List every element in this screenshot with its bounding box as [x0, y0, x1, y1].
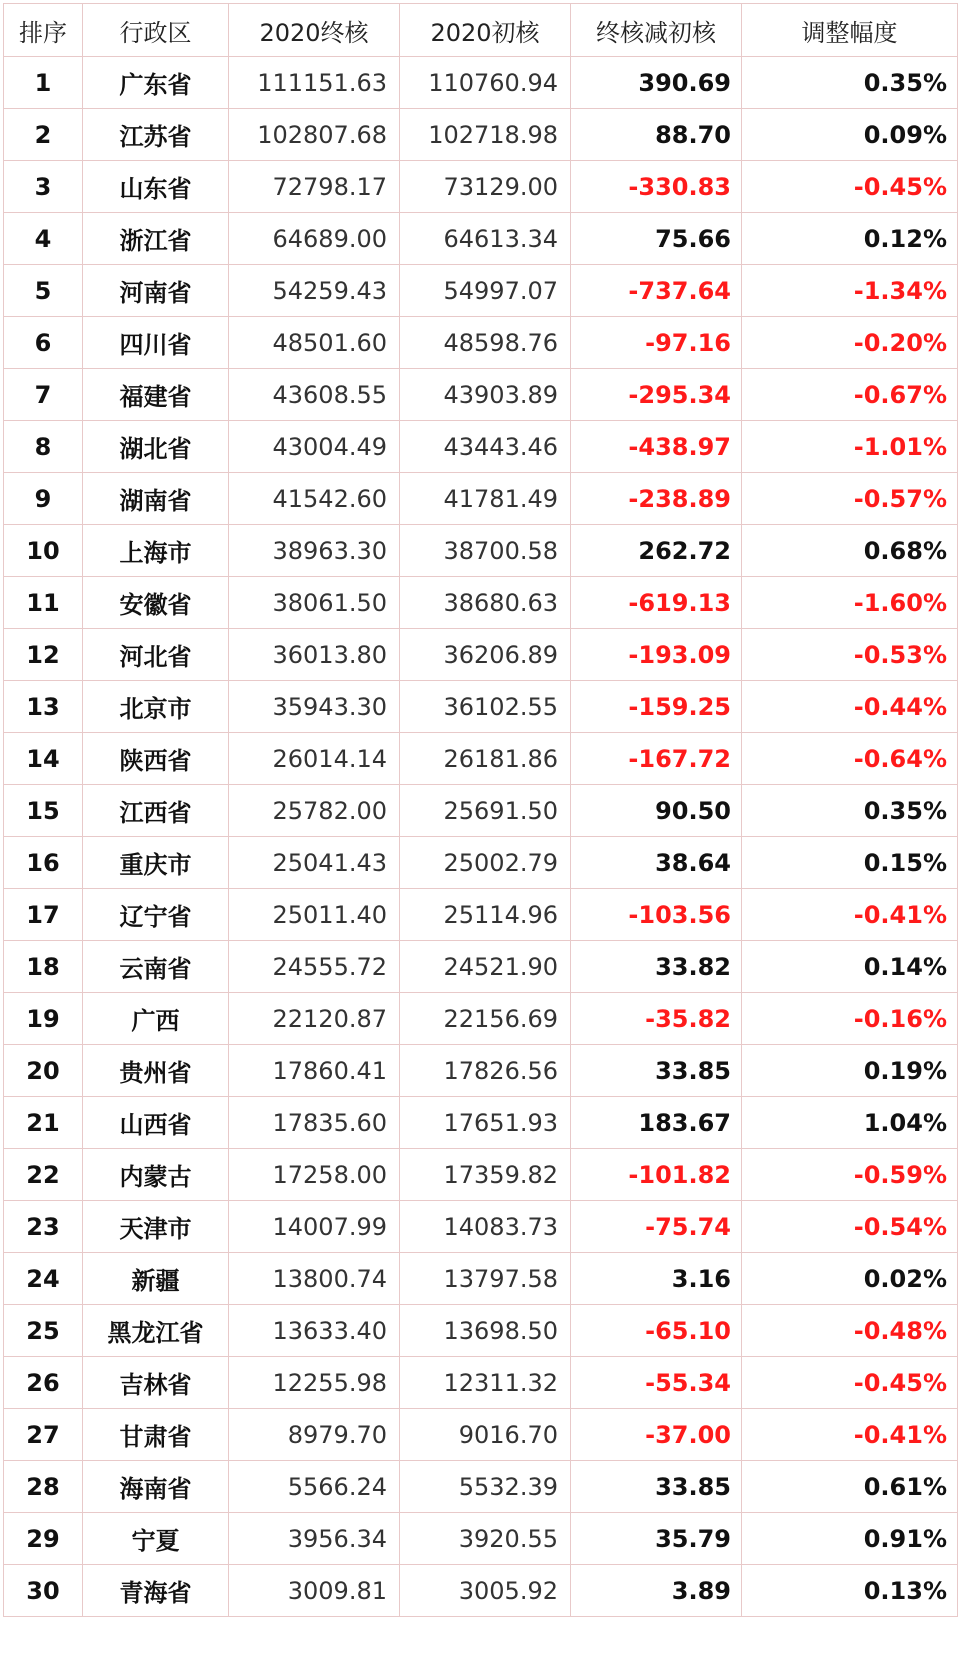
rank-cell: 16 — [4, 837, 83, 889]
rank-cell: 21 — [4, 1097, 83, 1149]
table-row — [4, 1149, 958, 1201]
region-cell: 湖南省 — [83, 473, 229, 525]
initial-value-cell: 13797.58 — [400, 1253, 571, 1305]
difference-cell: 33.85 — [571, 1045, 742, 1097]
table-row — [4, 1513, 958, 1565]
adjustment-pct-cell: -0.20% — [742, 317, 958, 369]
table-row — [4, 265, 958, 317]
final-value-cell: 5566.24 — [229, 1461, 400, 1513]
rank-cell: 5 — [4, 265, 83, 317]
final-value-cell: 3009.81 — [229, 1565, 400, 1617]
header-diff: 终核减初核 — [571, 4, 742, 57]
final-value-cell: 8979.70 — [229, 1409, 400, 1461]
difference-cell: -97.16 — [571, 317, 742, 369]
region-cell: 陕西省 — [83, 733, 229, 785]
table-row — [4, 57, 958, 109]
adjustment-pct-cell: 0.13% — [742, 1565, 958, 1617]
rank-cell: 26 — [4, 1357, 83, 1409]
adjustment-pct-cell: -0.16% — [742, 993, 958, 1045]
difference-cell: 38.64 — [571, 837, 742, 889]
final-value-cell: 24555.72 — [229, 941, 400, 993]
difference-cell: 88.70 — [571, 109, 742, 161]
adjustment-pct-cell: 0.68% — [742, 525, 958, 577]
table-row — [4, 1253, 958, 1305]
table-row — [4, 1461, 958, 1513]
final-value-cell: 54259.43 — [229, 265, 400, 317]
adjustment-pct-cell: -0.48% — [742, 1305, 958, 1357]
rank-cell: 7 — [4, 369, 83, 421]
table-row — [4, 889, 958, 941]
rank-cell: 6 — [4, 317, 83, 369]
final-value-cell: 25782.00 — [229, 785, 400, 837]
header-region: 行政区 — [83, 4, 229, 57]
header-pct: 调整幅度 — [742, 4, 958, 57]
adjustment-pct-cell: 0.35% — [742, 785, 958, 837]
final-value-cell: 43608.55 — [229, 369, 400, 421]
adjustment-pct-cell: -0.67% — [742, 369, 958, 421]
difference-cell: 262.72 — [571, 525, 742, 577]
initial-value-cell: 110760.94 — [400, 57, 571, 109]
rank-cell: 12 — [4, 629, 83, 681]
rank-cell: 8 — [4, 421, 83, 473]
final-value-cell: 36013.80 — [229, 629, 400, 681]
table-row — [4, 629, 958, 681]
region-cell: 甘肃省 — [83, 1409, 229, 1461]
adjustment-pct-cell: -0.45% — [742, 1357, 958, 1409]
final-value-cell: 17860.41 — [229, 1045, 400, 1097]
table-row — [4, 785, 958, 837]
final-value-cell: 13800.74 — [229, 1253, 400, 1305]
rank-cell: 28 — [4, 1461, 83, 1513]
table-row — [4, 1201, 958, 1253]
initial-value-cell: 17359.82 — [400, 1149, 571, 1201]
final-value-cell: 17835.60 — [229, 1097, 400, 1149]
final-value-cell: 12255.98 — [229, 1357, 400, 1409]
initial-value-cell: 36102.55 — [400, 681, 571, 733]
table-row — [4, 1045, 958, 1097]
table-row — [4, 1409, 958, 1461]
final-value-cell: 41542.60 — [229, 473, 400, 525]
final-value-cell: 102807.68 — [229, 109, 400, 161]
difference-cell: 390.69 — [571, 57, 742, 109]
initial-value-cell: 13698.50 — [400, 1305, 571, 1357]
adjustment-pct-cell: 0.12% — [742, 213, 958, 265]
rank-cell: 3 — [4, 161, 83, 213]
adjustment-pct-cell: -1.01% — [742, 421, 958, 473]
region-cell: 内蒙古 — [83, 1149, 229, 1201]
rank-cell: 13 — [4, 681, 83, 733]
adjustment-pct-cell: -0.64% — [742, 733, 958, 785]
header-rank: 排序 — [4, 4, 83, 57]
table-body — [4, 57, 958, 1617]
table-row — [4, 109, 958, 161]
region-cell: 江苏省 — [83, 109, 229, 161]
table-row — [4, 1097, 958, 1149]
region-cell: 黑龙江省 — [83, 1305, 229, 1357]
region-cell: 山西省 — [83, 1097, 229, 1149]
difference-cell: 3.89 — [571, 1565, 742, 1617]
table-row — [4, 473, 958, 525]
initial-value-cell: 22156.69 — [400, 993, 571, 1045]
adjustment-pct-cell: 0.09% — [742, 109, 958, 161]
header-row — [4, 4, 958, 57]
final-value-cell: 26014.14 — [229, 733, 400, 785]
adjustment-pct-cell: -0.54% — [742, 1201, 958, 1253]
region-cell: 海南省 — [83, 1461, 229, 1513]
gdp-revision-table — [3, 3, 958, 1617]
region-cell: 云南省 — [83, 941, 229, 993]
difference-cell: -55.34 — [571, 1357, 742, 1409]
table-row — [4, 733, 958, 785]
table-row — [4, 525, 958, 577]
difference-cell: -737.64 — [571, 265, 742, 317]
final-value-cell: 38061.50 — [229, 577, 400, 629]
difference-cell: -193.09 — [571, 629, 742, 681]
adjustment-pct-cell: 1.04% — [742, 1097, 958, 1149]
table-row — [4, 577, 958, 629]
region-cell: 上海市 — [83, 525, 229, 577]
region-cell: 辽宁省 — [83, 889, 229, 941]
region-cell: 河北省 — [83, 629, 229, 681]
initial-value-cell: 25691.50 — [400, 785, 571, 837]
rank-cell: 25 — [4, 1305, 83, 1357]
final-value-cell: 14007.99 — [229, 1201, 400, 1253]
region-cell: 吉林省 — [83, 1357, 229, 1409]
region-cell: 广西 — [83, 993, 229, 1045]
final-value-cell: 38963.30 — [229, 525, 400, 577]
initial-value-cell: 14083.73 — [400, 1201, 571, 1253]
adjustment-pct-cell: 0.91% — [742, 1513, 958, 1565]
table-row — [4, 993, 958, 1045]
initial-value-cell: 36206.89 — [400, 629, 571, 681]
difference-cell: 3.16 — [571, 1253, 742, 1305]
initial-value-cell: 102718.98 — [400, 109, 571, 161]
region-cell: 江西省 — [83, 785, 229, 837]
region-cell: 河南省 — [83, 265, 229, 317]
region-cell: 湖北省 — [83, 421, 229, 473]
region-cell: 贵州省 — [83, 1045, 229, 1097]
initial-value-cell: 9016.70 — [400, 1409, 571, 1461]
rank-cell: 24 — [4, 1253, 83, 1305]
initial-value-cell: 25114.96 — [400, 889, 571, 941]
final-value-cell: 64689.00 — [229, 213, 400, 265]
region-cell: 广东省 — [83, 57, 229, 109]
adjustment-pct-cell: -0.53% — [742, 629, 958, 681]
adjustment-pct-cell: 0.19% — [742, 1045, 958, 1097]
region-cell: 宁夏 — [83, 1513, 229, 1565]
difference-cell: -35.82 — [571, 993, 742, 1045]
rank-cell: 20 — [4, 1045, 83, 1097]
header-final: 2020终核 — [229, 4, 400, 57]
difference-cell: -330.83 — [571, 161, 742, 213]
adjustment-pct-cell: -0.57% — [742, 473, 958, 525]
region-cell: 浙江省 — [83, 213, 229, 265]
initial-value-cell: 17651.93 — [400, 1097, 571, 1149]
difference-cell: -37.00 — [571, 1409, 742, 1461]
adjustment-pct-cell: 0.15% — [742, 837, 958, 889]
table-row — [4, 421, 958, 473]
rank-cell: 18 — [4, 941, 83, 993]
difference-cell: 33.85 — [571, 1461, 742, 1513]
adjustment-pct-cell: 0.35% — [742, 57, 958, 109]
final-value-cell: 25011.40 — [229, 889, 400, 941]
final-value-cell: 25041.43 — [229, 837, 400, 889]
initial-value-cell: 25002.79 — [400, 837, 571, 889]
table-row — [4, 681, 958, 733]
adjustment-pct-cell: 0.61% — [742, 1461, 958, 1513]
final-value-cell: 111151.63 — [229, 57, 400, 109]
difference-cell: 33.82 — [571, 941, 742, 993]
initial-value-cell: 26181.86 — [400, 733, 571, 785]
difference-cell: -103.56 — [571, 889, 742, 941]
difference-cell: -238.89 — [571, 473, 742, 525]
rank-cell: 19 — [4, 993, 83, 1045]
table-row — [4, 1305, 958, 1357]
rank-cell: 9 — [4, 473, 83, 525]
region-cell: 安徽省 — [83, 577, 229, 629]
rank-cell: 11 — [4, 577, 83, 629]
difference-cell: 75.66 — [571, 213, 742, 265]
difference-cell: -295.34 — [571, 369, 742, 421]
initial-value-cell: 17826.56 — [400, 1045, 571, 1097]
initial-value-cell: 5532.39 — [400, 1461, 571, 1513]
final-value-cell: 35943.30 — [229, 681, 400, 733]
table-row — [4, 1357, 958, 1409]
adjustment-pct-cell: 0.14% — [742, 941, 958, 993]
initial-value-cell: 43443.46 — [400, 421, 571, 473]
table-row — [4, 317, 958, 369]
difference-cell: -101.82 — [571, 1149, 742, 1201]
rank-cell: 10 — [4, 525, 83, 577]
initial-value-cell: 64613.34 — [400, 213, 571, 265]
final-value-cell: 3956.34 — [229, 1513, 400, 1565]
region-cell: 福建省 — [83, 369, 229, 421]
initial-value-cell: 38680.63 — [400, 577, 571, 629]
region-cell: 北京市 — [83, 681, 229, 733]
final-value-cell: 72798.17 — [229, 161, 400, 213]
region-cell: 新疆 — [83, 1253, 229, 1305]
rank-cell: 14 — [4, 733, 83, 785]
rank-cell: 4 — [4, 213, 83, 265]
rank-cell: 2 — [4, 109, 83, 161]
table-row — [4, 213, 958, 265]
region-cell: 重庆市 — [83, 837, 229, 889]
adjustment-pct-cell: -0.41% — [742, 889, 958, 941]
initial-value-cell: 12311.32 — [400, 1357, 571, 1409]
region-cell: 四川省 — [83, 317, 229, 369]
rank-cell: 23 — [4, 1201, 83, 1253]
adjustment-pct-cell: -0.59% — [742, 1149, 958, 1201]
table-row — [4, 161, 958, 213]
header-initial: 2020初核 — [400, 4, 571, 57]
final-value-cell: 43004.49 — [229, 421, 400, 473]
region-cell: 青海省 — [83, 1565, 229, 1617]
adjustment-pct-cell: -0.45% — [742, 161, 958, 213]
table-row — [4, 941, 958, 993]
rank-cell: 1 — [4, 57, 83, 109]
table-row — [4, 837, 958, 889]
rank-cell: 17 — [4, 889, 83, 941]
table-row — [4, 1565, 958, 1617]
initial-value-cell: 24521.90 — [400, 941, 571, 993]
rank-cell: 15 — [4, 785, 83, 837]
rank-cell: 29 — [4, 1513, 83, 1565]
initial-value-cell: 73129.00 — [400, 161, 571, 213]
final-value-cell: 22120.87 — [229, 993, 400, 1045]
initial-value-cell: 38700.58 — [400, 525, 571, 577]
initial-value-cell: 54997.07 — [400, 265, 571, 317]
difference-cell: -167.72 — [571, 733, 742, 785]
difference-cell: -65.10 — [571, 1305, 742, 1357]
adjustment-pct-cell: -0.44% — [742, 681, 958, 733]
difference-cell: 90.50 — [571, 785, 742, 837]
table-header — [4, 4, 958, 57]
final-value-cell: 13633.40 — [229, 1305, 400, 1357]
initial-value-cell: 41781.49 — [400, 473, 571, 525]
difference-cell: -438.97 — [571, 421, 742, 473]
initial-value-cell: 3005.92 — [400, 1565, 571, 1617]
rank-cell: 22 — [4, 1149, 83, 1201]
table-row — [4, 369, 958, 421]
difference-cell: -619.13 — [571, 577, 742, 629]
difference-cell: -159.25 — [571, 681, 742, 733]
initial-value-cell: 3920.55 — [400, 1513, 571, 1565]
adjustment-pct-cell: -1.60% — [742, 577, 958, 629]
region-cell: 山东省 — [83, 161, 229, 213]
difference-cell: 35.79 — [571, 1513, 742, 1565]
initial-value-cell: 43903.89 — [400, 369, 571, 421]
final-value-cell: 48501.60 — [229, 317, 400, 369]
final-value-cell: 17258.00 — [229, 1149, 400, 1201]
region-cell: 天津市 — [83, 1201, 229, 1253]
difference-cell: -75.74 — [571, 1201, 742, 1253]
adjustment-pct-cell: -1.34% — [742, 265, 958, 317]
rank-cell: 27 — [4, 1409, 83, 1461]
initial-value-cell: 48598.76 — [400, 317, 571, 369]
adjustment-pct-cell: 0.02% — [742, 1253, 958, 1305]
difference-cell: 183.67 — [571, 1097, 742, 1149]
rank-cell: 30 — [4, 1565, 83, 1617]
adjustment-pct-cell: -0.41% — [742, 1409, 958, 1461]
